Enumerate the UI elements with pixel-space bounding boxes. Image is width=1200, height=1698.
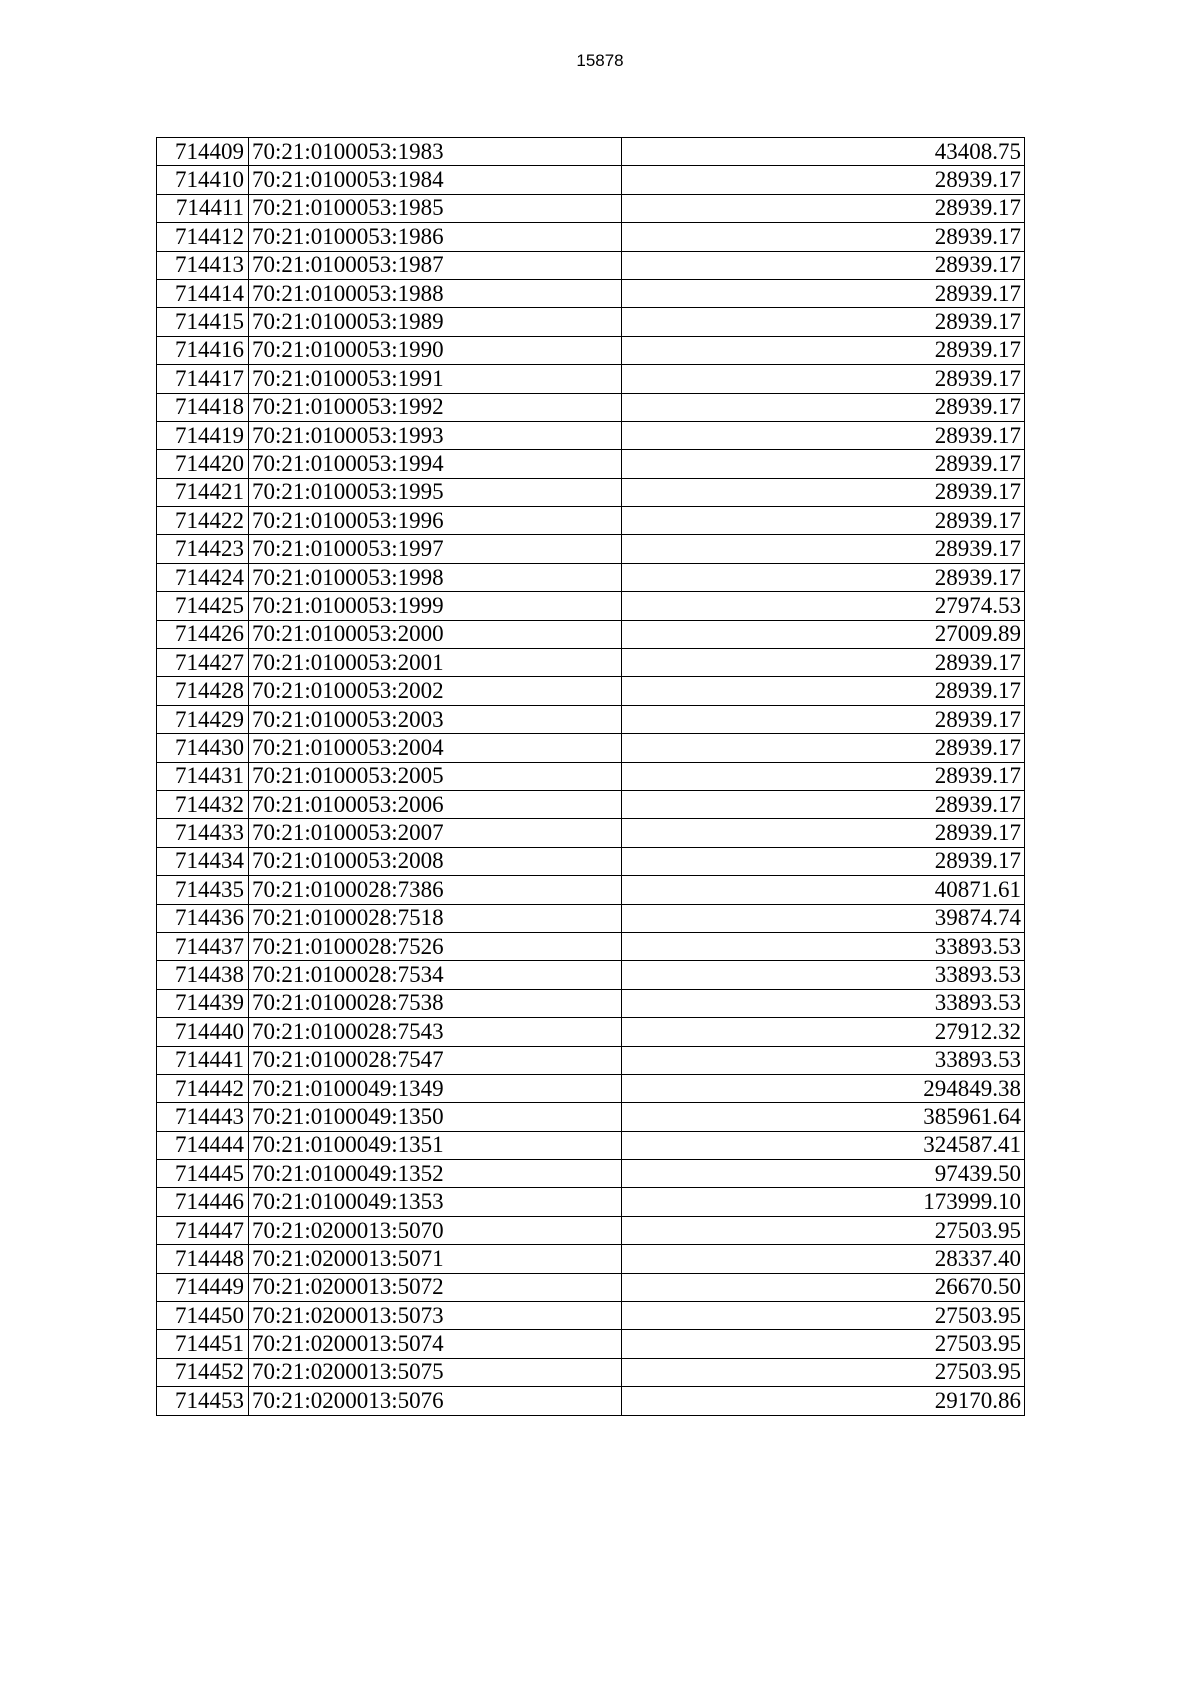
- row-number-cell: 714422: [157, 507, 249, 535]
- row-number-cell: 714430: [157, 734, 249, 762]
- row-number-cell: 714437: [157, 932, 249, 960]
- cadastral-number-cell: 70:21:0100028:7386: [249, 876, 622, 904]
- cadastral-value-cell: 294849.38: [622, 1074, 1025, 1102]
- cadastral-number-cell: 70:21:0200013:5074: [249, 1330, 622, 1358]
- cadastral-value-cell: 27912.32: [622, 1018, 1025, 1046]
- cadastral-number-cell: 70:21:0100053:2003: [249, 705, 622, 733]
- table-row: [157, 1387, 1025, 1415]
- table-row: [157, 847, 1025, 875]
- cadastral-number-cell: 70:21:0100053:1992: [249, 393, 622, 421]
- cadastral-number-cell: 70:21:0100049:1349: [249, 1074, 622, 1102]
- row-number-cell: 714441: [157, 1046, 249, 1074]
- cadastral-value-cell: 28939.17: [622, 421, 1025, 449]
- table-row: [157, 478, 1025, 506]
- cadastral-number-cell: 70:21:0200013:5076: [249, 1387, 622, 1415]
- cadastral-value-cell: 28939.17: [622, 705, 1025, 733]
- table-row: [157, 734, 1025, 762]
- table-row: [157, 507, 1025, 535]
- cadastral-value-cell: 28939.17: [622, 677, 1025, 705]
- row-number-cell: 714440: [157, 1018, 249, 1046]
- cadastral-number-cell: 70:21:0100053:2008: [249, 847, 622, 875]
- row-number-cell: 714416: [157, 336, 249, 364]
- table-row: [157, 1216, 1025, 1244]
- cadastral-number-cell: 70:21:0100053:1985: [249, 194, 622, 222]
- cadastral-value-cell: 33893.53: [622, 961, 1025, 989]
- cadastral-value-cell: 28939.17: [622, 365, 1025, 393]
- cadastral-value-cell: 40871.61: [622, 876, 1025, 904]
- cadastral-number-cell: 70:21:0100053:1988: [249, 279, 622, 307]
- row-number-cell: 714423: [157, 535, 249, 563]
- cadastral-number-cell: 70:21:0100049:1351: [249, 1131, 622, 1159]
- cadastral-value-cell: 28939.17: [622, 336, 1025, 364]
- row-number-cell: 714427: [157, 649, 249, 677]
- cadastral-number-cell: 70:21:0100053:2001: [249, 649, 622, 677]
- row-number-cell: 714424: [157, 563, 249, 591]
- row-number-cell: 714425: [157, 592, 249, 620]
- row-number-cell: 714428: [157, 677, 249, 705]
- row-number-cell: 714431: [157, 762, 249, 790]
- table-row: [157, 762, 1025, 790]
- table-row: [157, 649, 1025, 677]
- cadastral-value-cell: 29170.86: [622, 1387, 1025, 1415]
- row-number-cell: 714438: [157, 961, 249, 989]
- cadastral-value-cell: 33893.53: [622, 1046, 1025, 1074]
- table-row: [157, 535, 1025, 563]
- cadastral-value-cell: 324587.41: [622, 1131, 1025, 1159]
- row-number-cell: 714413: [157, 251, 249, 279]
- table-row: [157, 677, 1025, 705]
- cadastral-number-cell: 70:21:0100053:2002: [249, 677, 622, 705]
- cadastral-value-cell: 28939.17: [622, 649, 1025, 677]
- table-row: [157, 932, 1025, 960]
- table-row: [157, 223, 1025, 251]
- row-number-cell: 714444: [157, 1131, 249, 1159]
- cadastral-number-cell: 70:21:0100053:1996: [249, 507, 622, 535]
- row-number-cell: 714443: [157, 1103, 249, 1131]
- row-number-cell: 714453: [157, 1387, 249, 1415]
- cadastral-value-cell: 28939.17: [622, 279, 1025, 307]
- table-body: [157, 138, 1025, 1416]
- table-row: [157, 251, 1025, 279]
- cadastral-number-cell: 70:21:0100053:1997: [249, 535, 622, 563]
- cadastral-value-cell: 33893.53: [622, 932, 1025, 960]
- cadastral-number-cell: 70:21:0100053:1983: [249, 138, 622, 166]
- table-row: [157, 961, 1025, 989]
- cadastral-number-cell: 70:21:0100028:7547: [249, 1046, 622, 1074]
- cadastral-value-cell: 28939.17: [622, 563, 1025, 591]
- cadastral-number-cell: 70:21:0100053:1993: [249, 421, 622, 449]
- table-row: [157, 450, 1025, 478]
- table-row: [157, 1245, 1025, 1273]
- cadastral-number-cell: 70:21:0200013:5070: [249, 1216, 622, 1244]
- cadastral-value-cell: 28337.40: [622, 1245, 1025, 1273]
- cadastral-value-cell: 28939.17: [622, 762, 1025, 790]
- row-number-cell: 714432: [157, 790, 249, 818]
- cadastral-value-cell: 173999.10: [622, 1188, 1025, 1216]
- cadastral-value-cell: 28939.17: [622, 166, 1025, 194]
- table-row: [157, 1103, 1025, 1131]
- cadastral-value-cell: 28939.17: [622, 535, 1025, 563]
- row-number-cell: 714414: [157, 279, 249, 307]
- cadastral-value-cell: 28939.17: [622, 478, 1025, 506]
- cadastral-number-cell: 70:21:0200013:5075: [249, 1358, 622, 1386]
- table-row: [157, 365, 1025, 393]
- table-row: [157, 876, 1025, 904]
- row-number-cell: 714429: [157, 705, 249, 733]
- cadastral-value-cell: 26670.50: [622, 1273, 1025, 1301]
- cadastral-number-cell: 70:21:0100028:7543: [249, 1018, 622, 1046]
- table-row: [157, 279, 1025, 307]
- row-number-cell: 714421: [157, 478, 249, 506]
- cadastral-number-cell: 70:21:0100053:1987: [249, 251, 622, 279]
- table-row: [157, 790, 1025, 818]
- table-row: [157, 336, 1025, 364]
- cadastral-number-cell: 70:21:0100028:7526: [249, 932, 622, 960]
- cadastral-value-cell: 27974.53: [622, 592, 1025, 620]
- table-row: [157, 194, 1025, 222]
- table-row: [157, 563, 1025, 591]
- cadastral-value-cell: 27503.95: [622, 1302, 1025, 1330]
- cadastral-value-cell: 27503.95: [622, 1216, 1025, 1244]
- row-number-cell: 714417: [157, 365, 249, 393]
- cadastral-number-cell: 70:21:0100053:1990: [249, 336, 622, 364]
- cadastral-value-cell: 28939.17: [622, 847, 1025, 875]
- table-row: [157, 592, 1025, 620]
- table-row: [157, 308, 1025, 336]
- row-number-cell: 714452: [157, 1358, 249, 1386]
- cadastral-number-cell: 70:21:0100053:2005: [249, 762, 622, 790]
- row-number-cell: 714411: [157, 194, 249, 222]
- row-number-cell: 714409: [157, 138, 249, 166]
- table-row: [157, 705, 1025, 733]
- row-number-cell: 714450: [157, 1302, 249, 1330]
- table-row: [157, 904, 1025, 932]
- table-row: [157, 989, 1025, 1017]
- cadastral-number-cell: 70:21:0100049:1350: [249, 1103, 622, 1131]
- table-row: [157, 421, 1025, 449]
- row-number-cell: 714419: [157, 421, 249, 449]
- cadastral-value-cell: 28939.17: [622, 790, 1025, 818]
- row-number-cell: 714445: [157, 1160, 249, 1188]
- table-row: [157, 1358, 1025, 1386]
- cadastral-value-cell: 33893.53: [622, 989, 1025, 1017]
- cadastral-number-cell: 70:21:0100049:1352: [249, 1160, 622, 1188]
- cadastral-number-cell: 70:21:0100028:7534: [249, 961, 622, 989]
- cadastral-value-cell: 28939.17: [622, 819, 1025, 847]
- table-row: [157, 819, 1025, 847]
- cadastral-number-cell: 70:21:0200013:5072: [249, 1273, 622, 1301]
- row-number-cell: 714434: [157, 847, 249, 875]
- table-row: [157, 1330, 1025, 1358]
- cadastral-value-cell: 28939.17: [622, 194, 1025, 222]
- row-number-cell: 714442: [157, 1074, 249, 1102]
- table-row: [157, 1160, 1025, 1188]
- row-number-cell: 714436: [157, 904, 249, 932]
- cadastral-value-cell: 39874.74: [622, 904, 1025, 932]
- cadastral-number-cell: 70:21:0100053:1991: [249, 365, 622, 393]
- table-row: [157, 1188, 1025, 1216]
- table-row: [157, 1302, 1025, 1330]
- cadastral-value-cell: 28939.17: [622, 734, 1025, 762]
- cadastral-number-cell: 70:21:0100053:1989: [249, 308, 622, 336]
- table-row: [157, 166, 1025, 194]
- row-number-cell: 714449: [157, 1273, 249, 1301]
- row-number-cell: 714415: [157, 308, 249, 336]
- cadastral-value-cell: 28939.17: [622, 393, 1025, 421]
- cadastral-value-cell: 28939.17: [622, 223, 1025, 251]
- cadastral-number-cell: 70:21:0100053:2007: [249, 819, 622, 847]
- cadastral-number-cell: 70:21:0200013:5073: [249, 1302, 622, 1330]
- row-number-cell: 714447: [157, 1216, 249, 1244]
- row-number-cell: 714420: [157, 450, 249, 478]
- table-row: [157, 1074, 1025, 1102]
- cadastral-value-cell: 28939.17: [622, 450, 1025, 478]
- cadastral-number-cell: 70:21:0100053:1986: [249, 223, 622, 251]
- row-number-cell: 714410: [157, 166, 249, 194]
- row-number-cell: 714451: [157, 1330, 249, 1358]
- row-number-cell: 714439: [157, 989, 249, 1017]
- cadastral-value-cell: 97439.50: [622, 1160, 1025, 1188]
- row-number-cell: 714412: [157, 223, 249, 251]
- table-row: [157, 620, 1025, 648]
- cadastral-number-cell: 70:21:0100053:2004: [249, 734, 622, 762]
- cadastral-value-cell: 28939.17: [622, 308, 1025, 336]
- table-row: [157, 1046, 1025, 1074]
- row-number-cell: 714446: [157, 1188, 249, 1216]
- table-row: [157, 1131, 1025, 1159]
- cadastral-value-cell: 385961.64: [622, 1103, 1025, 1131]
- row-number-cell: 714448: [157, 1245, 249, 1273]
- row-number-cell: 714418: [157, 393, 249, 421]
- cadastral-value-cell: 27009.89: [622, 620, 1025, 648]
- cadastral-number-cell: 70:21:0200013:5071: [249, 1245, 622, 1273]
- cadastral-number-cell: 70:21:0100053:1998: [249, 563, 622, 591]
- cadastral-number-cell: 70:21:0100028:7538: [249, 989, 622, 1017]
- cadastral-value-cell: 28939.17: [622, 251, 1025, 279]
- cadastral-number-cell: 70:21:0100053:1999: [249, 592, 622, 620]
- table-row: [157, 1018, 1025, 1046]
- cadastral-number-cell: 70:21:0100053:2000: [249, 620, 622, 648]
- cadastral-number-cell: 70:21:0100028:7518: [249, 904, 622, 932]
- cadastral-number-cell: 70:21:0100053:2006: [249, 790, 622, 818]
- row-number-cell: 714426: [157, 620, 249, 648]
- row-number-cell: 714435: [157, 876, 249, 904]
- cadastral-value-table: [156, 137, 1025, 1416]
- cadastral-value-cell: 27503.95: [622, 1330, 1025, 1358]
- cadastral-value-cell: 28939.17: [622, 507, 1025, 535]
- cadastral-value-cell: 43408.75: [622, 138, 1025, 166]
- page-number: 15878: [576, 51, 624, 70]
- table-row: [157, 138, 1025, 166]
- cadastral-number-cell: 70:21:0100049:1353: [249, 1188, 622, 1216]
- cadastral-number-cell: 70:21:0100053:1995: [249, 478, 622, 506]
- cadastral-number-cell: 70:21:0100053:1994: [249, 450, 622, 478]
- table-row: [157, 393, 1025, 421]
- row-number-cell: 714433: [157, 819, 249, 847]
- cadastral-number-cell: 70:21:0100053:1984: [249, 166, 622, 194]
- cadastral-value-cell: 27503.95: [622, 1358, 1025, 1386]
- table-row: [157, 1273, 1025, 1301]
